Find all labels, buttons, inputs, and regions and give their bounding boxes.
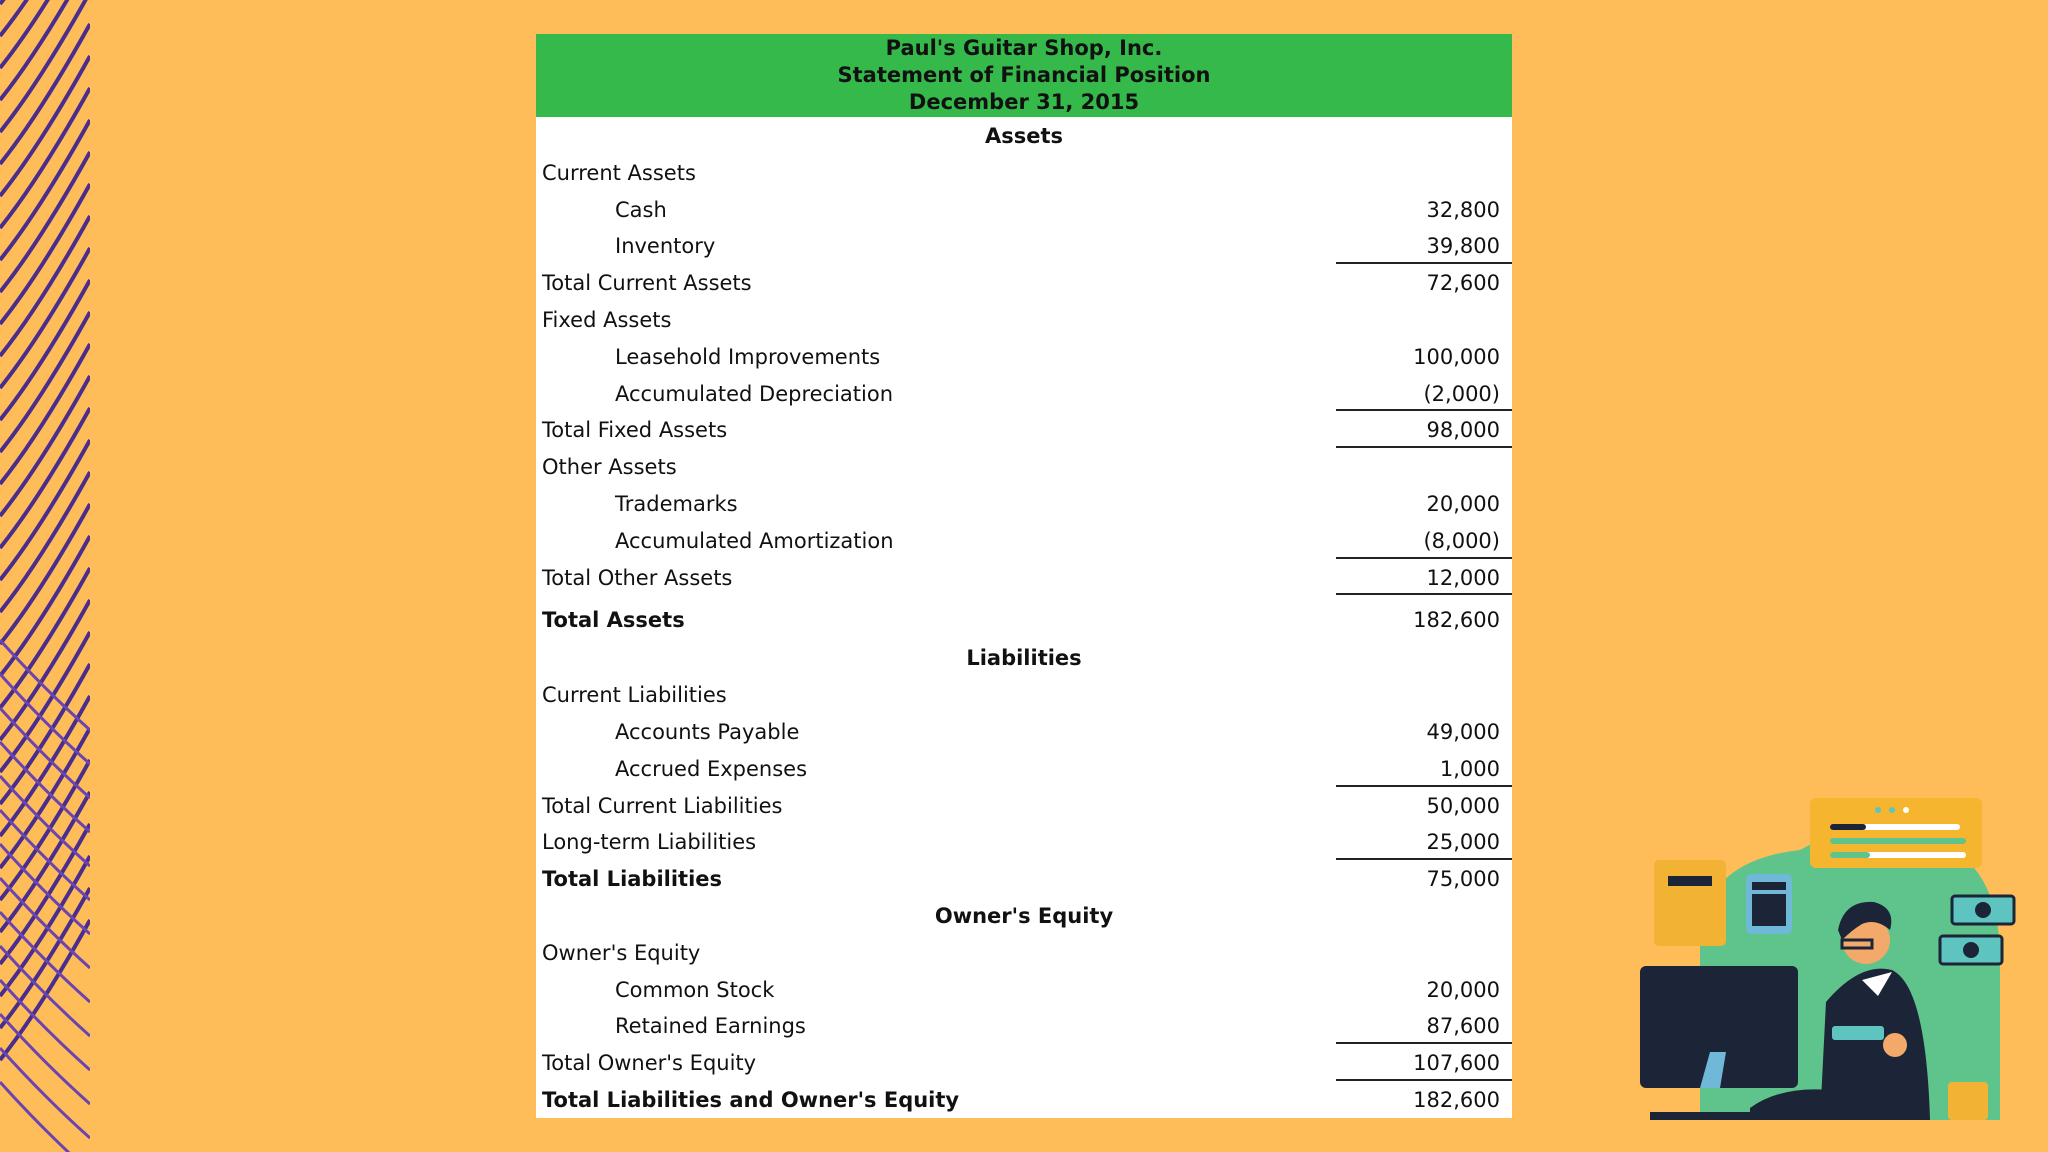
row-value: (2,000) [1423, 381, 1500, 406]
row-label: Trademarks [615, 491, 738, 516]
statement-row [536, 676, 1512, 713]
row-label: Assets [984, 124, 1064, 148]
section-heading [536, 897, 1512, 934]
row-label: Other Assets [542, 455, 677, 480]
statement-date: December 31, 2015 [908, 90, 1140, 114]
statement-row [536, 787, 1512, 824]
statement-row [536, 485, 1512, 522]
company-name: Paul's Guitar Shop, Inc. [885, 36, 1163, 60]
row-label: Inventory [615, 234, 716, 259]
row-value: 182,600 [1413, 1087, 1500, 1112]
accountant-at-computer-illustration [1630, 790, 2030, 1120]
statement-title: Statement of Financial Position [837, 63, 1211, 87]
row-label: Current Liabilities [542, 683, 727, 708]
row-value: 50,000 [1426, 793, 1500, 818]
row-label: Accrued Expenses [615, 756, 808, 781]
row-label: Current Assets [542, 160, 696, 185]
row-value: 75,000 [1426, 867, 1500, 892]
row-value: 100,000 [1413, 344, 1500, 369]
row-value: 98,000 [1426, 418, 1500, 443]
row-label: Cash [615, 197, 667, 222]
statement-row [536, 559, 1512, 596]
row-value: 20,000 [1426, 977, 1500, 1002]
row-label: Owner's Equity [542, 940, 701, 965]
statement-header [536, 34, 1512, 117]
row-value: 20,000 [1426, 491, 1500, 516]
statement-row [536, 264, 1512, 301]
statement-row [536, 227, 1512, 264]
row-label: Common Stock [615, 977, 775, 1002]
row-label: Liabilities [966, 646, 1082, 671]
statement-row [536, 860, 1512, 897]
row-label: Accumulated Depreciation [615, 381, 894, 406]
decorative-line-pattern [0, 0, 90, 1152]
statement-row [536, 411, 1512, 448]
row-label: Total Other Assets [542, 565, 733, 590]
row-value: 1,000 [1439, 756, 1500, 781]
row-label: Fixed Assets [542, 307, 672, 332]
row-value: 87,600 [1426, 1014, 1500, 1039]
statement-row [536, 1007, 1512, 1044]
statement-row [536, 301, 1512, 338]
statement-row [536, 595, 1512, 639]
row-value: 107,600 [1413, 1051, 1500, 1076]
statement-row [536, 823, 1512, 860]
row-value: 49,000 [1426, 719, 1500, 744]
row-label: Total Owner's Equity [542, 1051, 757, 1076]
statement-row [536, 338, 1512, 375]
statement-row [536, 1044, 1512, 1081]
row-label: Owner's Equity [934, 903, 1114, 928]
statement-rows [536, 117, 1512, 1118]
statement-row [536, 154, 1512, 191]
row-label: Long-term Liabilities [542, 830, 757, 855]
row-label: Total Liabilities [542, 867, 723, 892]
row-label: Total Current Assets [542, 271, 752, 296]
row-value: 25,000 [1426, 830, 1500, 855]
row-label: Total Liabilities and Owner's Equity [542, 1087, 960, 1112]
row-value: 39,800 [1426, 234, 1500, 259]
statement-row [536, 713, 1512, 750]
row-label: Retained Earnings [615, 1014, 806, 1039]
row-label: Total Assets [542, 608, 685, 633]
statement-row [536, 750, 1512, 787]
statement-row [536, 191, 1512, 228]
statement-row [536, 522, 1512, 559]
statement-row [536, 375, 1512, 412]
row-value: (8,000) [1423, 528, 1500, 553]
row-value: 72,600 [1426, 271, 1500, 296]
row-label: Accumulated Amortization [615, 528, 894, 553]
statement-row [536, 934, 1512, 971]
section-heading [536, 117, 1512, 154]
financial-statement [536, 34, 1512, 1118]
row-label: Total Fixed Assets [542, 418, 728, 443]
row-label: Leasehold Improvements [615, 344, 881, 369]
row-value: 32,800 [1426, 197, 1500, 222]
statement-row [536, 971, 1512, 1008]
statement-row [536, 448, 1512, 485]
row-label: Accounts Payable [615, 719, 800, 744]
row-value: 182,600 [1413, 608, 1500, 633]
row-value: 12,000 [1426, 565, 1500, 590]
section-heading [536, 639, 1512, 676]
row-label: Total Current Liabilities [542, 793, 783, 818]
statement-row [536, 1081, 1512, 1118]
